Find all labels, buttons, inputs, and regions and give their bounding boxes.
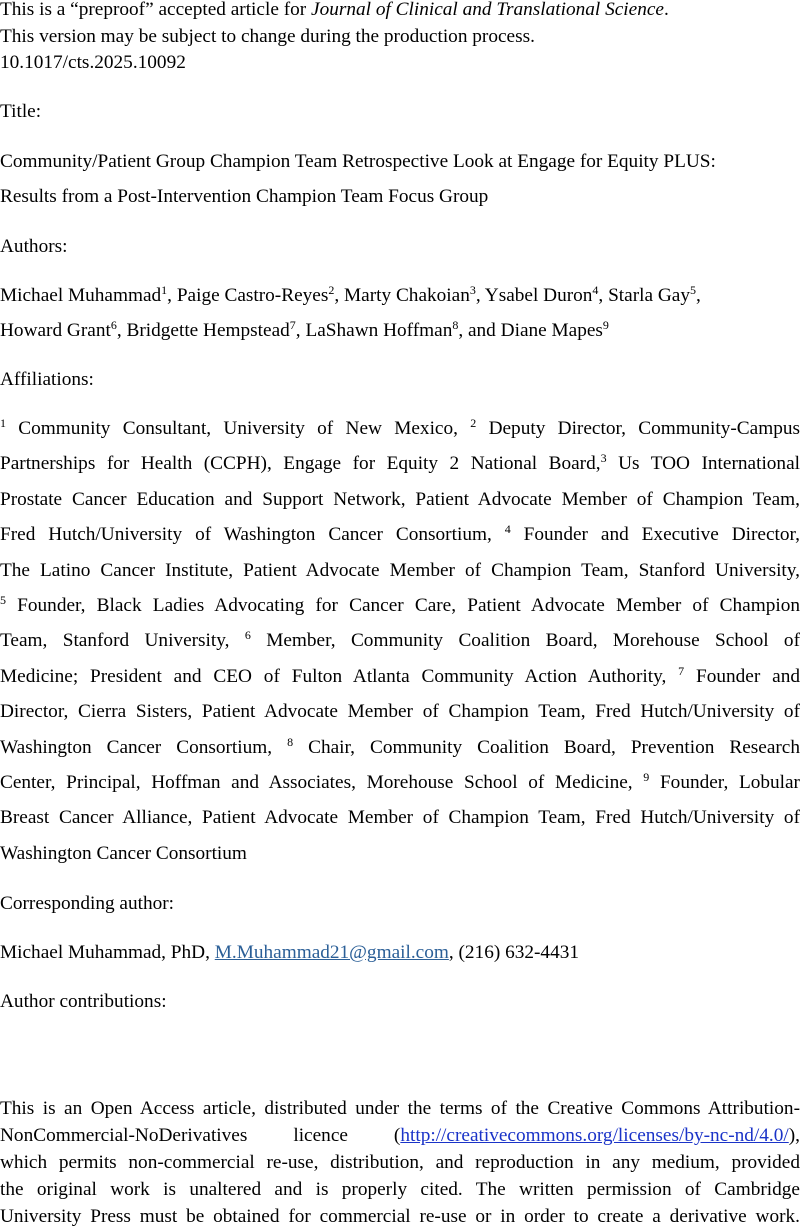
corresponding-label: Corresponding author: (0, 893, 175, 914)
author-affiliation-marker: 7 (289, 318, 296, 332)
author-affiliation-marker: 1 (161, 283, 168, 297)
author-affiliation-marker: 5 (689, 283, 696, 297)
affiliation-text: Founder and (684, 666, 800, 687)
license-line-3: which permits non-commercial re-use, distribution, and reproduction in any medium, provided (0, 1152, 800, 1173)
author-affiliation-marker: 6 (110, 318, 117, 332)
affiliation-text: Center, Principal, Hoffman and Associates, Morehouse School of Medicine, (0, 772, 644, 793)
affiliation-line (0, 844, 247, 863)
affiliation-line (0, 735, 800, 758)
affiliation-line (0, 416, 800, 439)
production-notice: This version may be subject to change during the production process. (0, 26, 535, 47)
affiliation-text: Fred Hutch/University of Washington Cancer Consortium, (0, 524, 505, 545)
affiliation-line (0, 451, 800, 474)
author-name: Bridgette Hempstead (126, 320, 290, 341)
affiliation-text: Member, Community Coalition Board, Morehouse School of (250, 630, 800, 651)
affiliation-marker: 6 (244, 628, 251, 642)
journal-name: Journal of Clinical and Translational Science (311, 0, 664, 20)
authors-label: Authors: (0, 236, 68, 257)
license-url-link[interactable]: http://creativecommons.org/licenses/by-nc-nd/4.0/ (400, 1125, 789, 1146)
title-label: Title: (0, 101, 42, 122)
license-line-4: the original work is unaltered and is properly cited. The written permission of Cambridge (0, 1179, 800, 1200)
affiliation-text: Deputy Director, Community-Campus (476, 418, 800, 439)
preproof-notice (0, 0, 669, 19)
affiliation-line (0, 808, 800, 827)
preproof-notice-text: This is a “preproof” accepted article for (0, 0, 312, 20)
affiliation-text: Prostate Cancer Education and Support Network, Patient Advocate Member of Champion Team, (0, 489, 800, 510)
author-name: Paige Castro-Reyes (176, 285, 329, 306)
author-name: Ysabel Duron (484, 285, 593, 306)
author-affiliation-marker: 8 (452, 318, 459, 332)
license-line-5: University Press must be obtained for commercial re-use or in order to create a derivative work. (0, 1206, 800, 1227)
author-name: LaShawn Hoffman (305, 320, 453, 341)
author-affiliation-marker: 4 (592, 283, 599, 297)
affiliation-line (0, 490, 800, 509)
affiliation-text: Washington Cancer Consortium (0, 843, 247, 864)
affiliation-line (0, 593, 800, 616)
affiliation-text: Chair, Community Coalition Board, Prevention Research (293, 737, 800, 758)
affiliation-text: Director, Cierra Sisters, Patient Advocate Member of Champion Team, Fred Hutch/University of (0, 701, 800, 722)
preproof-notice-suffix: . (663, 0, 669, 20)
author-name: Starla Gay (608, 285, 690, 306)
affiliation-marker: 1 (0, 416, 6, 430)
affiliation-text: Partnerships for Health (CCPH), Engage for Equity 2 National Board, (0, 453, 601, 474)
affiliation-marker: 4 (504, 522, 511, 536)
affiliation-marker: 7 (678, 664, 685, 678)
affiliation-text: Team, Stanford University, (0, 630, 245, 651)
corresponding-author (0, 943, 579, 962)
author-name: Marty Chakoian (344, 285, 470, 306)
affiliations-label: Affiliations: (0, 369, 94, 390)
doi: 10.1017/cts.2025.10092 (0, 52, 186, 73)
affiliation-marker: 3 (600, 451, 607, 465)
affiliation-text: Founder, Black Ladies Advocating for Cancer Care, Patient Advocate Member of Champion (6, 595, 800, 616)
affiliation-text: Washington Cancer Consortium, (0, 737, 288, 758)
affiliation-marker: 2 (470, 416, 477, 430)
title-line-2: Results from a Post-Intervention Champion Team Focus Group (0, 186, 489, 207)
affiliation-text: The Latino Cancer Institute, Patient Advocate Member of Champion Team, Stanford University, (0, 560, 800, 581)
affiliation-line (0, 770, 800, 793)
contributions-label: Author contributions: (0, 991, 167, 1012)
affiliation-text: Medicine; President and CEO of Fulton Atlanta Community Action Authority, (0, 666, 679, 687)
license-line-2: NonCommercial-NoDerivatives licence (http://creativecommons.org/licenses/by-nc-nd/4.0/), (0, 1125, 800, 1146)
affiliation-marker: 9 (643, 770, 650, 784)
affiliation-text: Founder and Executive Director, (510, 524, 800, 545)
affiliation-text: Breast Cancer Alliance, Patient Advocate Member of Champion Team, Fred Hutch/University of (0, 807, 800, 828)
affiliation-text: Community Consultant, University of New Mexico, (6, 418, 471, 439)
corresponding-name: Michael Muhammad, PhD, (0, 942, 215, 963)
affiliation-line (0, 522, 800, 545)
email-link[interactable]: M.Muhammad21@gmail.com (214, 942, 449, 963)
author-affiliation-marker: 2 (328, 283, 335, 297)
authors-line-2: Howard Grant$^6$, Bridgette Hempstead$^7$, LaShawn Hoffman$^8$, and Diane Mapes$^9$ (0, 318, 609, 341)
affiliation-line (0, 628, 800, 651)
author-name: Howard Grant (0, 320, 111, 341)
authors-line-1: Michael Muhammad$^1$, Paige Castro-Reyes$^2$, Marty Chakoian$^3$, Ysabel Duron$^4$, Starla Gay$^5$, (0, 283, 701, 306)
author-name: Michael Muhammad (0, 285, 162, 306)
affiliation-marker: 5 (0, 593, 6, 607)
title-line-1: Community/Patient Group Champion Team Retrospective Look at Engage for Equity PLUS: (0, 151, 716, 172)
affiliation-text: Founder, Lobular (649, 772, 800, 793)
license-line-1: This is an Open Access article, distributed under the terms of the Creative Commons Attribution- (0, 1098, 800, 1119)
affiliation-line (0, 702, 800, 721)
author-name: Diane Mapes (500, 320, 603, 341)
affiliation-line (0, 561, 800, 580)
affiliation-line (0, 664, 800, 687)
corresponding-phone: , (216) 632-4431 (448, 942, 579, 963)
affiliation-text: Us TOO International (606, 453, 800, 474)
author-affiliation-marker: 9 (602, 318, 609, 332)
affiliation-marker: 8 (287, 735, 294, 749)
author-affiliation-marker: 3 (469, 283, 476, 297)
